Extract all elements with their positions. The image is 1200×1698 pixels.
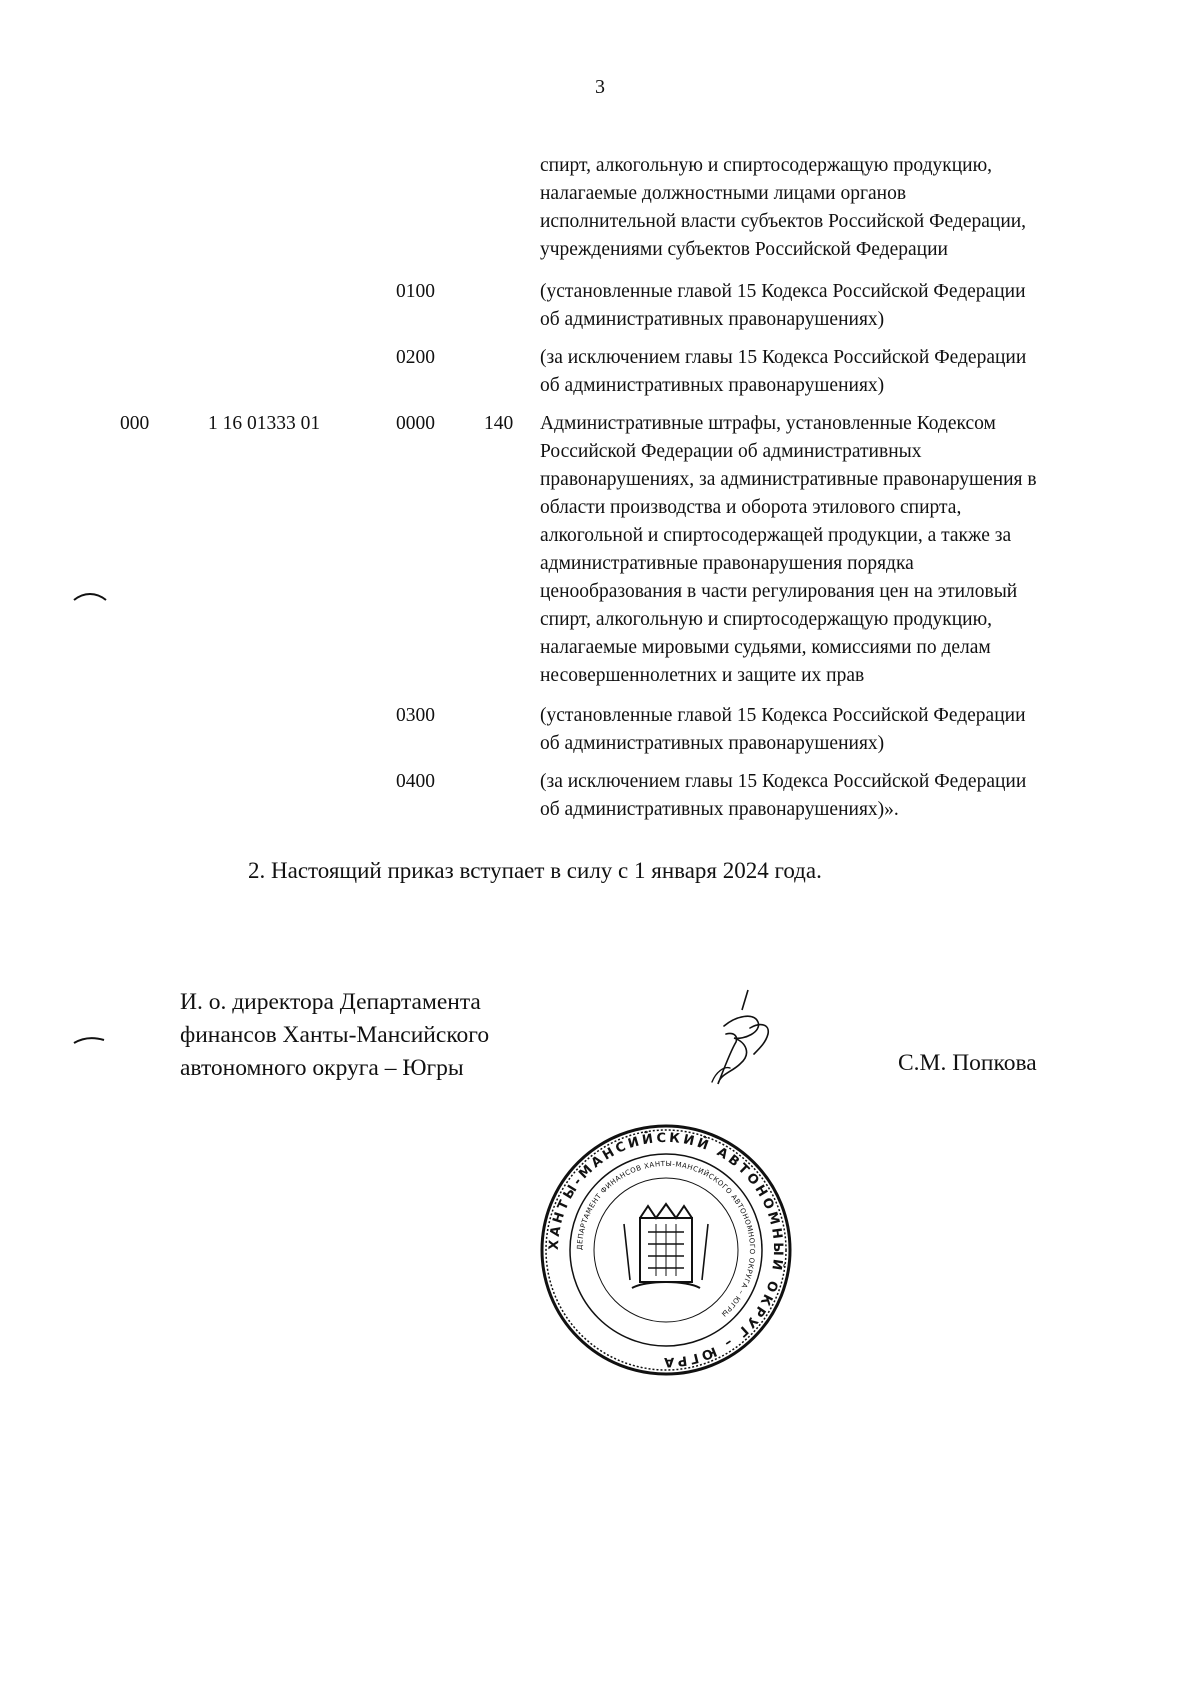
description-line: налагаемые должностными лицами органов (540, 183, 907, 204)
handwritten-signature (690, 982, 800, 1092)
description-line: спирт, алкогольную и спиртосодержащую продукцию, (540, 609, 993, 630)
description-line: правонарушениях, за административные правонарушения в (540, 469, 1037, 490)
continuation-description (540, 152, 1170, 264)
description-line: административные правонарушения порядка (540, 553, 914, 574)
description-line: (установленные главой 15 Кодекса Российской Федерации (540, 705, 1026, 726)
main-row-description (540, 410, 1170, 690)
seal-outer-text: ХАНТЫ-МАНСИЙСКИЙ АВТОНОМНЫЙ ОКРУГ – ЮГРА (546, 1130, 786, 1370)
official-seal (536, 1120, 796, 1380)
row-0100-description (540, 278, 1170, 334)
description-line: (за исключением главы 15 Кодекса Российской Федерации (540, 771, 1027, 792)
subcode-0400: 0400 (396, 771, 435, 792)
subcode-0200: 0200 (396, 347, 435, 368)
position-line: И. о. директора Департамента (180, 989, 481, 1015)
seal-inner-text: ДЕПАРТАМЕНТ ФИНАНСОВ ХАНТЫ-МАНСИЙСКОГО АВТОНОМНОГО ОКРУГА – ЮГРЫ (575, 1159, 757, 1319)
margin-mark (72, 1034, 108, 1048)
kosgu-code: 140 (484, 413, 514, 434)
description-line: Административные штрафы, установленные Кодексом (540, 413, 996, 434)
description-line: налагаемые мировыми судьями, комиссиями по делам (540, 637, 991, 658)
description-line: (за исключением главы 15 Кодекса Российской Федерации (540, 347, 1027, 368)
description-line: об административных правонарушениях) (540, 309, 885, 330)
description-line: об административных правонарушениях)». (540, 799, 899, 820)
description-line: об административных правонарушениях) (540, 375, 885, 396)
page-number: 3 (595, 76, 605, 98)
coat-of-arms-emblem (624, 1204, 708, 1288)
margin-mark (72, 588, 112, 608)
description-line: алкогольной и спиртосодержащей продукции, а также за (540, 525, 1012, 546)
description-line: об административных правонарушениях) (540, 733, 885, 754)
subcode-0100: 0100 (396, 281, 435, 302)
position-line: автономного округа – Югры (180, 1055, 464, 1081)
description-line: исполнительной власти субъектов Российской Федерации, (540, 211, 1027, 232)
row-0300-description (540, 702, 1170, 758)
description-line: Российской Федерации об административных (540, 441, 922, 462)
description-line: области производства и оборота этилового спирта, (540, 497, 962, 518)
signatory-name: С.М. Попкова (898, 1050, 1037, 1076)
description-line: (установленные главой 15 Кодекса Российской Федерации (540, 281, 1026, 302)
clause-2: 2. Настоящий приказ вступает в силу с 1 января 2024 года. (248, 858, 822, 883)
subcode-0000: 0000 (396, 413, 435, 434)
description-line: учреждениями субъектов Российской Федерации (540, 239, 948, 260)
signatory-position (180, 986, 489, 1085)
description-line: ценообразования в части регулирования цен на этиловый (540, 581, 1018, 602)
description-line: несовершеннолетних и защите их прав (540, 665, 865, 686)
position-line: финансов Ханты-Мансийского (180, 1022, 490, 1048)
subcode-0300: 0300 (396, 705, 435, 726)
row-0200-description (540, 344, 1170, 400)
description-line: спирт, алкогольную и спиртосодержащую продукцию, (540, 155, 993, 176)
kbk-code: 1 16 01333 01 (208, 413, 321, 434)
admin-code: 000 (120, 413, 150, 434)
row-0400-description (540, 768, 1170, 824)
